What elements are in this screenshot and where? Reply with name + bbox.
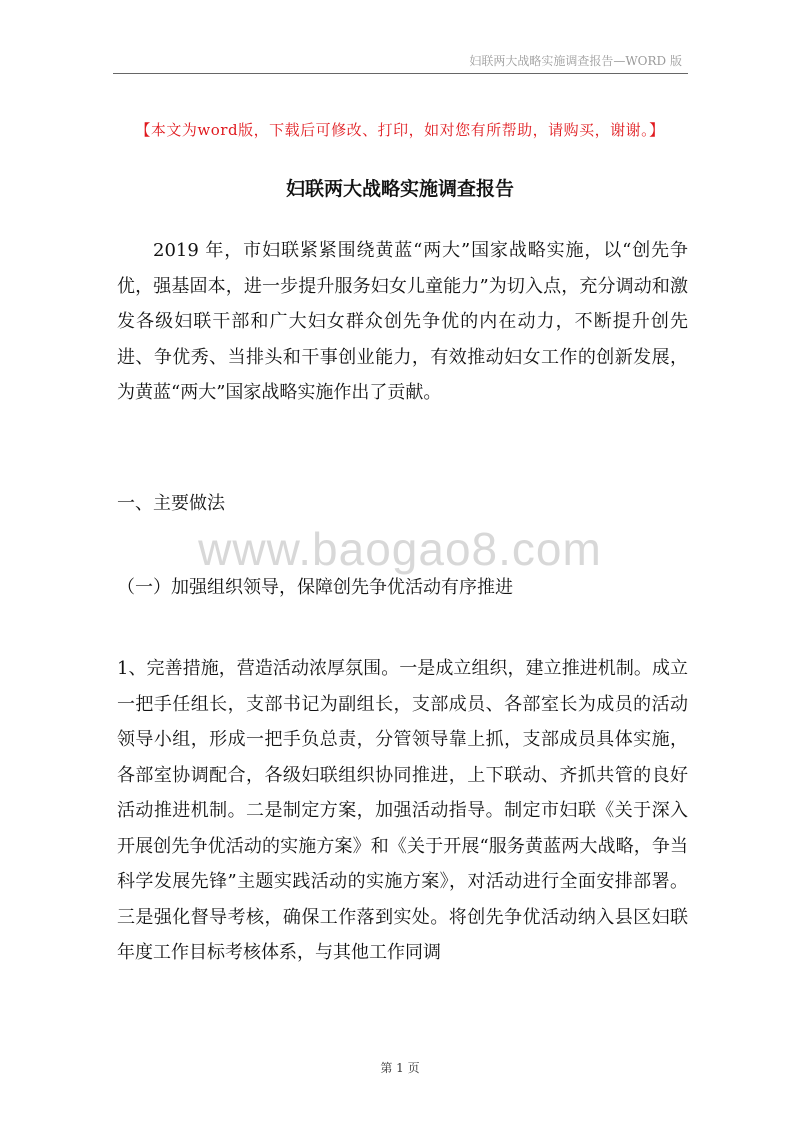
document-title: 妇联两大战略实施调查报告 [285, 178, 514, 200]
page-number: 第 1 页 [380, 1061, 420, 1075]
subsection-heading: （一）加强组织领导，保障创先争优活动有序推进 [117, 577, 513, 598]
section-heading: 一、主要做法 [117, 493, 225, 514]
site-watermark: www.baogao8.com [198, 523, 602, 575]
running-header: 妇联两大战略实施调查报告—WORD 版 [469, 54, 682, 68]
body-paragraph: 1、完善措施，营造活动浓厚氛围。一是成立组织，建立推进机制。成立一把手任组长，支部书记为副组长，支部成员、各部室长为成员的活动领导小组，形成一把手负总责，分管领导靠上抓，支部成员具体实施，各部室协调配合，各级妇联组织协同推进，上下联动、齐抓共管的良好活动推进机制。二是制定方案，加强活动指导。制定市妇联《关于深入开展创先争优活动的实施方案》和《关于开展“服务黄蓝两大战略，争当科学发展先锋”主题实践活动的实施方案》，对活动进行全面安排部署。三是强化督导考核，确保工作落到实处。将创先争优活动纳入县区妇联年度工作目标考核体系，与其他工作同调 [117, 658, 688, 963]
header-divider [113, 73, 688, 74]
intro-paragraph: 2019 年，市妇联紧紧围绕黄蓝“两大”国家战略实施，以“创先争优，强基固本，进一步提升服务妇女儿童能力”为切入点，充分调动和激发各级妇联干部和广大妇女群众创先争优的内在动力，不断提升创先进、争优秀、当排头和干事创业能力，有效推动妇女工作的创新发展，为黄蓝“两大”国家战略实施作出了贡献。 [117, 240, 688, 403]
download-notice: 【本文为word版，下载后可修改、打印，如对您有所帮助，请购买，谢谢。】 [135, 121, 665, 139]
